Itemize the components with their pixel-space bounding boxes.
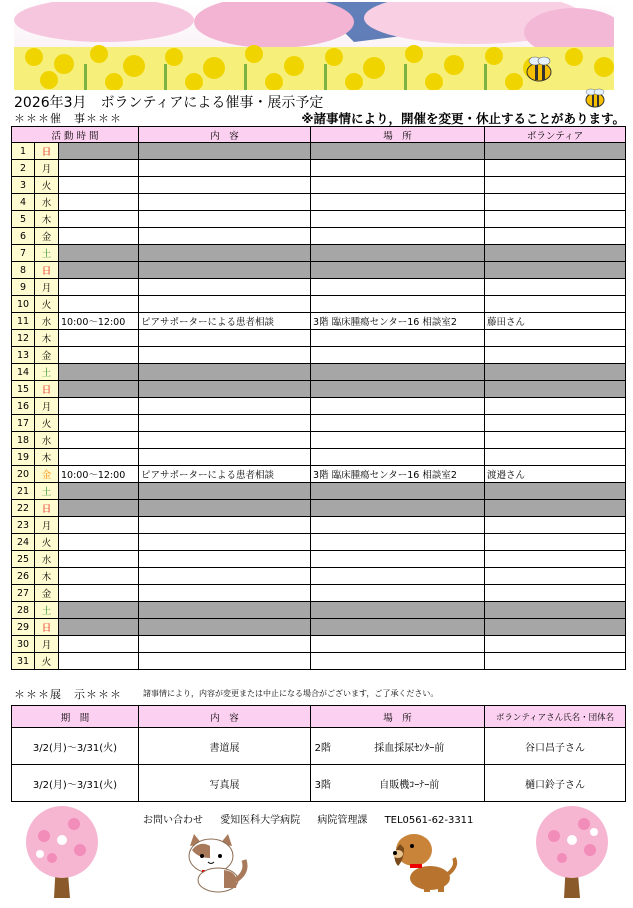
event-place bbox=[311, 177, 485, 194]
event-content bbox=[139, 619, 311, 636]
event-time bbox=[59, 160, 139, 177]
event-time bbox=[59, 347, 139, 364]
day-number: 27 bbox=[12, 585, 35, 602]
event-row bbox=[12, 143, 626, 160]
event-place bbox=[311, 585, 485, 602]
event-row bbox=[12, 483, 626, 500]
event-time bbox=[59, 211, 139, 228]
event-content bbox=[139, 517, 311, 534]
event-content bbox=[139, 296, 311, 313]
event-row bbox=[12, 500, 626, 517]
day-number: 28 bbox=[12, 602, 35, 619]
cherry-tree-icon bbox=[532, 802, 612, 902]
event-time bbox=[59, 483, 139, 500]
exhibits-table bbox=[11, 705, 626, 802]
event-time bbox=[59, 381, 139, 398]
event-row bbox=[12, 330, 626, 347]
event-volunteer bbox=[485, 194, 626, 211]
day-number: 22 bbox=[12, 500, 35, 517]
event-row bbox=[12, 296, 626, 313]
event-place bbox=[311, 653, 485, 670]
header-volunteer: ボランティア bbox=[485, 127, 626, 143]
day-number: 24 bbox=[12, 534, 35, 551]
event-volunteer bbox=[485, 585, 626, 602]
weekday: 日 bbox=[35, 381, 59, 398]
weekday: 火 bbox=[35, 534, 59, 551]
day-number: 11 bbox=[12, 313, 35, 330]
event-row bbox=[12, 653, 626, 670]
exhibits-section-label: ＊＊＊展 示＊＊＊ bbox=[14, 688, 122, 701]
event-time bbox=[59, 602, 139, 619]
weekday: 水 bbox=[35, 551, 59, 568]
event-time bbox=[59, 517, 139, 534]
day-number: 25 bbox=[12, 551, 35, 568]
day-number: 9 bbox=[12, 279, 35, 296]
events-header-row bbox=[12, 127, 626, 143]
event-row bbox=[12, 262, 626, 279]
event-time bbox=[59, 279, 139, 296]
exhibit-place: 自販機ｺｰﾅｰ前 bbox=[335, 765, 485, 802]
event-volunteer bbox=[485, 330, 626, 347]
event-place bbox=[311, 517, 485, 534]
weekday: 火 bbox=[35, 296, 59, 313]
event-content bbox=[139, 160, 311, 177]
event-time bbox=[59, 653, 139, 670]
event-time: 10:00～12:00 bbox=[59, 313, 139, 330]
event-time bbox=[59, 534, 139, 551]
event-place bbox=[311, 347, 485, 364]
weekday: 木 bbox=[35, 449, 59, 466]
event-place bbox=[311, 415, 485, 432]
event-time bbox=[59, 177, 139, 194]
event-content bbox=[139, 432, 311, 449]
weekday: 日 bbox=[35, 143, 59, 160]
event-volunteer bbox=[485, 228, 626, 245]
events-section-label: ＊＊＊催 事＊＊＊ bbox=[14, 112, 122, 125]
exhibit-volunteer: 谷口昌子さん bbox=[485, 728, 626, 765]
cherry-tree-icon bbox=[22, 802, 102, 902]
day-number: 30 bbox=[12, 636, 35, 653]
event-row bbox=[12, 517, 626, 534]
event-row bbox=[12, 619, 626, 636]
event-row bbox=[12, 432, 626, 449]
weekday: 火 bbox=[35, 177, 59, 194]
weekday: 木 bbox=[35, 330, 59, 347]
footer-contact bbox=[143, 811, 487, 826]
event-row bbox=[12, 551, 626, 568]
event-content: ピアサポーターによる患者相談 bbox=[139, 313, 311, 330]
event-time bbox=[59, 194, 139, 211]
cat-icon bbox=[180, 832, 250, 894]
event-place bbox=[311, 500, 485, 517]
event-volunteer bbox=[485, 262, 626, 279]
weekday: 月 bbox=[35, 517, 59, 534]
event-row bbox=[12, 160, 626, 177]
event-time: 10:00～12:00 bbox=[59, 466, 139, 483]
weekday: 月 bbox=[35, 398, 59, 415]
day-number: 31 bbox=[12, 653, 35, 670]
event-content bbox=[139, 245, 311, 262]
event-volunteer bbox=[485, 177, 626, 194]
event-content bbox=[139, 602, 311, 619]
exhibit-floor: 2階 bbox=[311, 728, 335, 765]
event-content bbox=[139, 194, 311, 211]
event-time bbox=[59, 330, 139, 347]
event-time bbox=[59, 619, 139, 636]
event-place: 3階 臨床腫瘍センター16 相談室2 bbox=[311, 466, 485, 483]
event-place bbox=[311, 432, 485, 449]
event-place bbox=[311, 636, 485, 653]
event-volunteer: 藤田さん bbox=[485, 313, 626, 330]
exhibit-row bbox=[12, 765, 626, 802]
weekday: 月 bbox=[35, 279, 59, 296]
event-volunteer bbox=[485, 211, 626, 228]
event-content bbox=[139, 364, 311, 381]
event-place bbox=[311, 143, 485, 160]
event-row bbox=[12, 602, 626, 619]
weekday: 土 bbox=[35, 483, 59, 500]
exhibit-header-place: 場 所 bbox=[311, 706, 485, 728]
event-volunteer bbox=[485, 551, 626, 568]
event-row bbox=[12, 313, 626, 330]
day-number: 4 bbox=[12, 194, 35, 211]
weekday: 日 bbox=[35, 500, 59, 517]
event-place bbox=[311, 534, 485, 551]
event-time bbox=[59, 636, 139, 653]
event-content bbox=[139, 177, 311, 194]
event-row bbox=[12, 568, 626, 585]
notice-text: ※諸事情により，開催を変更・休止することがあります。 bbox=[301, 111, 625, 126]
event-place bbox=[311, 330, 485, 347]
event-place bbox=[311, 449, 485, 466]
weekday: 金 bbox=[35, 347, 59, 364]
event-row bbox=[12, 534, 626, 551]
event-content bbox=[139, 483, 311, 500]
event-volunteer bbox=[485, 143, 626, 160]
event-volunteer bbox=[485, 279, 626, 296]
event-place bbox=[311, 245, 485, 262]
event-place bbox=[311, 602, 485, 619]
exhibits-header-row bbox=[12, 706, 626, 728]
header-time: 活 動 時 間 bbox=[12, 127, 139, 143]
event-content bbox=[139, 381, 311, 398]
event-time bbox=[59, 296, 139, 313]
event-row bbox=[12, 279, 626, 296]
day-number: 19 bbox=[12, 449, 35, 466]
weekday: 水 bbox=[35, 194, 59, 211]
event-volunteer: 渡邉さん bbox=[485, 466, 626, 483]
event-place bbox=[311, 483, 485, 500]
exhibit-header-content: 内 容 bbox=[139, 706, 311, 728]
event-row bbox=[12, 636, 626, 653]
event-row bbox=[12, 211, 626, 228]
event-row bbox=[12, 364, 626, 381]
dog-icon bbox=[388, 826, 458, 892]
event-row bbox=[12, 245, 626, 262]
event-content bbox=[139, 279, 311, 296]
event-volunteer bbox=[485, 517, 626, 534]
event-row bbox=[12, 228, 626, 245]
event-time bbox=[59, 398, 139, 415]
event-volunteer bbox=[485, 160, 626, 177]
day-number: 7 bbox=[12, 245, 35, 262]
footer-department: 病院管理課 bbox=[317, 815, 368, 826]
event-volunteer bbox=[485, 296, 626, 313]
day-number: 17 bbox=[12, 415, 35, 432]
event-content bbox=[139, 347, 311, 364]
event-time bbox=[59, 245, 139, 262]
day-number: 20 bbox=[12, 466, 35, 483]
weekday: 月 bbox=[35, 636, 59, 653]
day-number: 6 bbox=[12, 228, 35, 245]
event-content bbox=[139, 415, 311, 432]
event-row bbox=[12, 381, 626, 398]
event-row bbox=[12, 177, 626, 194]
exhibit-period: 3/2(月)～3/31(火) bbox=[12, 728, 139, 765]
event-row bbox=[12, 585, 626, 602]
event-place bbox=[311, 228, 485, 245]
event-content bbox=[139, 500, 311, 517]
day-number: 3 bbox=[12, 177, 35, 194]
event-place bbox=[311, 398, 485, 415]
day-number: 10 bbox=[12, 296, 35, 313]
event-content bbox=[139, 568, 311, 585]
weekday: 日 bbox=[35, 262, 59, 279]
event-volunteer bbox=[485, 364, 626, 381]
event-volunteer bbox=[485, 636, 626, 653]
weekday: 木 bbox=[35, 211, 59, 228]
event-place bbox=[311, 568, 485, 585]
footer-hospital: 愛知医科大学病院 bbox=[220, 815, 301, 826]
event-time bbox=[59, 415, 139, 432]
event-place: 3階 臨床腫瘍センター16 相談室2 bbox=[311, 313, 485, 330]
event-place bbox=[311, 160, 485, 177]
event-row bbox=[12, 415, 626, 432]
event-volunteer bbox=[485, 619, 626, 636]
events-table bbox=[11, 126, 626, 670]
weekday: 土 bbox=[35, 245, 59, 262]
event-time bbox=[59, 143, 139, 160]
event-time bbox=[59, 228, 139, 245]
day-number: 14 bbox=[12, 364, 35, 381]
event-content bbox=[139, 449, 311, 466]
event-place bbox=[311, 194, 485, 211]
event-row bbox=[12, 398, 626, 415]
event-volunteer bbox=[485, 653, 626, 670]
day-number: 26 bbox=[12, 568, 35, 585]
event-time bbox=[59, 262, 139, 279]
event-time bbox=[59, 500, 139, 517]
event-volunteer bbox=[485, 568, 626, 585]
day-number: 13 bbox=[12, 347, 35, 364]
event-volunteer bbox=[485, 534, 626, 551]
event-volunteer bbox=[485, 449, 626, 466]
weekday: 土 bbox=[35, 364, 59, 381]
event-place bbox=[311, 296, 485, 313]
footer-contact-label: お問い合わせ bbox=[143, 815, 203, 826]
event-volunteer bbox=[485, 483, 626, 500]
event-content bbox=[139, 534, 311, 551]
exhibit-header-period: 期 間 bbox=[12, 706, 139, 728]
event-content: ピアサポーターによる患者相談 bbox=[139, 466, 311, 483]
event-content bbox=[139, 330, 311, 347]
exhibit-floor: 3階 bbox=[311, 765, 335, 802]
exhibit-period: 3/2(月)～3/31(火) bbox=[12, 765, 139, 802]
exhibit-content: 写真展 bbox=[139, 765, 311, 802]
day-number: 21 bbox=[12, 483, 35, 500]
header-content: 内 容 bbox=[139, 127, 311, 143]
day-number: 29 bbox=[12, 619, 35, 636]
event-volunteer bbox=[485, 398, 626, 415]
weekday: 水 bbox=[35, 313, 59, 330]
event-content bbox=[139, 398, 311, 415]
canola-blossom-banner bbox=[14, 2, 614, 90]
event-time bbox=[59, 568, 139, 585]
weekday: 金 bbox=[35, 466, 59, 483]
event-place bbox=[311, 551, 485, 568]
event-time bbox=[59, 364, 139, 381]
event-place bbox=[311, 619, 485, 636]
event-content bbox=[139, 211, 311, 228]
exhibit-row bbox=[12, 728, 626, 765]
footer-tel: TEL0561-62-3311 bbox=[384, 815, 474, 826]
event-row bbox=[12, 449, 626, 466]
day-number: 18 bbox=[12, 432, 35, 449]
day-number: 8 bbox=[12, 262, 35, 279]
weekday: 日 bbox=[35, 619, 59, 636]
exhibit-place: 採血採尿ｾﾝﾀｰ前 bbox=[335, 728, 485, 765]
event-content bbox=[139, 143, 311, 160]
day-number: 16 bbox=[12, 398, 35, 415]
day-number: 12 bbox=[12, 330, 35, 347]
event-content bbox=[139, 653, 311, 670]
exhibits-note: 諸事情により，内容が変更または中止になる場合がございます，ご了承ください。 bbox=[143, 689, 439, 698]
event-volunteer bbox=[485, 432, 626, 449]
event-row bbox=[12, 347, 626, 364]
event-content bbox=[139, 262, 311, 279]
event-time bbox=[59, 432, 139, 449]
event-row bbox=[12, 194, 626, 211]
event-row bbox=[12, 466, 626, 483]
exhibit-content: 書道展 bbox=[139, 728, 311, 765]
event-place bbox=[311, 211, 485, 228]
event-volunteer bbox=[485, 381, 626, 398]
event-content bbox=[139, 636, 311, 653]
day-number: 5 bbox=[12, 211, 35, 228]
weekday: 火 bbox=[35, 415, 59, 432]
event-place bbox=[311, 262, 485, 279]
event-volunteer bbox=[485, 500, 626, 517]
page-title: 2026年3月 ボランティアによる催事・展示予定 bbox=[14, 95, 324, 111]
header-place: 場 所 bbox=[311, 127, 485, 143]
day-number: 1 bbox=[12, 143, 35, 160]
weekday: 金 bbox=[35, 228, 59, 245]
event-content bbox=[139, 551, 311, 568]
event-content bbox=[139, 228, 311, 245]
event-volunteer bbox=[485, 602, 626, 619]
exhibit-header-volunteer: ボランティアさん氏名・団体名 bbox=[485, 706, 626, 728]
weekday: 月 bbox=[35, 160, 59, 177]
weekday: 水 bbox=[35, 432, 59, 449]
day-number: 2 bbox=[12, 160, 35, 177]
event-volunteer bbox=[485, 415, 626, 432]
weekday: 火 bbox=[35, 653, 59, 670]
exhibit-volunteer: 樋口鈴子さん bbox=[485, 765, 626, 802]
event-place bbox=[311, 279, 485, 296]
event-volunteer bbox=[485, 347, 626, 364]
event-time bbox=[59, 585, 139, 602]
event-time bbox=[59, 449, 139, 466]
bee-icon bbox=[584, 88, 606, 108]
weekday: 土 bbox=[35, 602, 59, 619]
event-place bbox=[311, 364, 485, 381]
day-number: 23 bbox=[12, 517, 35, 534]
event-place bbox=[311, 381, 485, 398]
weekday: 木 bbox=[35, 568, 59, 585]
day-number: 15 bbox=[12, 381, 35, 398]
weekday: 金 bbox=[35, 585, 59, 602]
event-time bbox=[59, 551, 139, 568]
event-volunteer bbox=[485, 245, 626, 262]
event-content bbox=[139, 585, 311, 602]
